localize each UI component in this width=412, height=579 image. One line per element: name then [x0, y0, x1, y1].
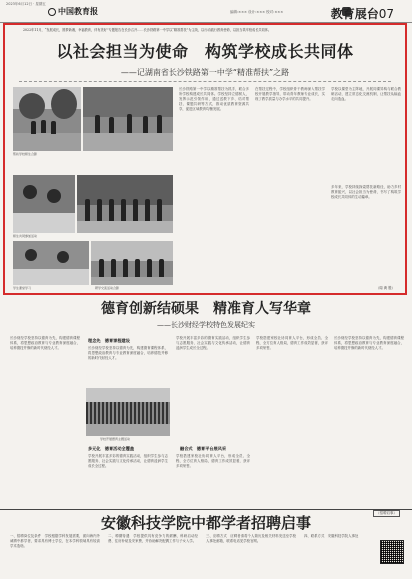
photo-person [159, 259, 164, 277]
photo-caption-1: 帮扶学校师生合影 [13, 152, 38, 156]
photo-person [145, 199, 150, 221]
logo-emblem-icon [48, 8, 56, 16]
feature-divider [19, 81, 391, 82]
photo-background [83, 87, 173, 117]
photo-person [99, 259, 104, 277]
photo-person [109, 199, 114, 221]
photo-crowd [86, 402, 170, 424]
article2-subhead-3: 融合式 德育平台展风采 [180, 446, 227, 451]
editor-info: 编辑:××× 设计:××× 校对:××× [230, 10, 284, 14]
photo-person [51, 121, 56, 134]
article2-headline: 德育创新结硕果 精准育人写华章 [101, 301, 311, 317]
newspaper-name: 中国教育报 [58, 7, 98, 16]
article3-tag: （招聘启事） [373, 510, 400, 517]
issue-date: 2023年6月12日 · 星期五 [6, 2, 46, 6]
photo-tree [51, 89, 77, 119]
photo-ground [83, 133, 173, 151]
photo-desk [13, 269, 89, 285]
photo-person-head [47, 189, 61, 203]
photo-ground [13, 133, 81, 151]
photo-person [109, 117, 114, 133]
article3-headline: 安徽科技学院中都学者招聘启事 [100, 514, 311, 532]
masthead [0, 0, 412, 23]
photo-ground [86, 424, 170, 436]
photo-person [123, 259, 128, 277]
photo-person [157, 199, 162, 221]
photo-person [143, 116, 148, 133]
feature-photo-4 [77, 175, 173, 233]
photo-person-head [23, 185, 37, 199]
photo-caption-3: 学生课堂学习 [13, 286, 32, 290]
feature-body-col-1: 长沙铁路第一中学以精准帮扶为抓手，联合多所学校构建成长共同体。学校坚持立德树人，发挥示范引领作用，通过送教下乡、结对帮扶、课题共研等方式，推动优质教育资源共享，促进区域教育均衡发展。 [179, 87, 249, 111]
page-number: 07 [378, 7, 394, 21]
feature-photo-5 [13, 241, 89, 285]
newspaper-logo [48, 6, 98, 17]
photo-person [31, 121, 36, 134]
feature-intro: 2022年11月，“发展成长，圆梦新湘，幸福教育，伴有美好”专题报告在长沙召开……长沙铁路第一中学以“精准帮扶”为主线，以行动践行教育使命，以担当筑牢校成长共同体。 [23, 28, 272, 32]
article2-body-3: 学校搭建家校社协同育人平台，形成全员、全程、全方位育人格局，德育工作成效显著，获评多项荣誉。 [176, 454, 250, 468]
article2-col-3: 学校开展丰富多彩的德育实践活动，组织学生参与志愿服务、社会实践与文化传承活动，让德育浸润学生成长全过程。 [176, 336, 250, 350]
feature-article [3, 23, 407, 295]
section-name: 教育展台 [330, 7, 379, 21]
photo-person-head [57, 251, 69, 263]
photo-person [41, 120, 46, 133]
feature-photo-1 [13, 87, 81, 151]
photo-person [135, 259, 140, 277]
feature-headline: 以社会担当为使命 构筑学校成长共同体 [56, 42, 354, 61]
article3-col-2: 二、聘期待遇 学校提供具有竞争力的薪酬、科研启动经费、住房补贴及安家费，并协助解决配偶工作与子女入学。 [108, 534, 198, 543]
article2-subhead-1: 理念先 德育课程建设 [88, 338, 130, 343]
feature-body-col-4: 多年来，学校持续探索帮扶新路径，助力乡村教育振兴，以社会担当为使命，书写了构筑学校成长共同体的生动篇章。 [331, 185, 401, 199]
article3-col-3: 三、应聘方式 应聘者请将个人简历及相关材料发送至学校人事处邮箱，联系电话见学校官网。 [206, 534, 296, 543]
photo-person-head [25, 249, 37, 261]
feature-body-col-2: 在帮扶过程中，学校组织骨干教师深入帮扶学校开展教学指导，带动青年教师专业成长，实现了教学质量与办学水平的共同提升。 [255, 87, 325, 101]
photo-person [111, 259, 116, 277]
article2-subheadline: ——长沙财经学校特色发展纪实 [157, 321, 255, 329]
photo-person [147, 259, 152, 277]
photo-caption-2: 师生共同参加活动 [13, 234, 38, 238]
article2-lead: 长沙财经学校坚持以德育为先，构建德育课程体系，将思想政治教育与专业教育深度融合，培养德技并修的新时代财经人才。 [10, 336, 80, 350]
feature-subheadline: ——记湖南省长沙铁路第一中学“精准帮扶”之路 [120, 68, 290, 77]
article2-body-2: 学校开展丰富多彩的德育实践活动，组织学生参与志愿服务、社会实践与文化传承活动，让德育浸润学生成长全过程。 [88, 454, 168, 468]
feature-byline: （周 黄 胜） [375, 286, 395, 290]
section-divider [0, 509, 412, 510]
photo-sky [91, 241, 173, 261]
photo-tree [19, 93, 45, 119]
section-title [331, 5, 394, 22]
article3-col-4: 四、联系方式 安徽科技学院人事处 [304, 534, 359, 538]
feature-body-col-3: 学校以课堂为主阵地，开展同课异构与联合教研活动，建立常态化交流机制，让帮扶从输血走向造血。 [331, 87, 401, 101]
article2-col-5: 长沙财经学校坚持以德育为先，构建德育课程体系，将思想政治教育与专业教育深度融合，培养德技并修的新时代财经人才。 [334, 336, 404, 350]
photo-desk [13, 213, 75, 233]
qr-code-icon [380, 540, 404, 564]
photo-sky [86, 388, 170, 402]
article2-photo [86, 388, 170, 436]
article2-subhead-2: 多元化 德育活动全覆盖 [88, 446, 135, 451]
article2-body-1: 长沙财经学校坚持以德育为先，构建德育课程体系，将思想政治教育与专业教育深度融合，培养德技并修的新时代财经人才。 [88, 346, 168, 360]
feature-photo-3 [13, 175, 75, 233]
feature-photo-6 [91, 241, 173, 285]
photo-person [133, 199, 138, 221]
photo-person [127, 114, 132, 133]
photo-caption-4: 研学交流活动合影 [95, 286, 120, 290]
photo-person [97, 199, 102, 221]
photo-person [157, 115, 162, 133]
photo-ground [91, 277, 173, 285]
photo-person [85, 199, 90, 221]
photo-person [121, 199, 126, 221]
photo-ground [77, 221, 173, 233]
feature-photo-2 [83, 87, 173, 151]
article3-col-1: 一、招聘岗位及条件 学校根据学科发展需要，面向海内外诚聘中都学者，要求具有博士学位，在本学科领域具有较高学术造诣。 [10, 534, 100, 548]
article2-col-4: 学校搭建家校社协同育人平台，形成全员、全程、全方位育人格局，德育工作成效显著，获评多项荣誉。 [256, 336, 328, 350]
article2-photo-caption: 学校开展德育主题活动 [100, 437, 131, 441]
photo-person [95, 115, 100, 133]
